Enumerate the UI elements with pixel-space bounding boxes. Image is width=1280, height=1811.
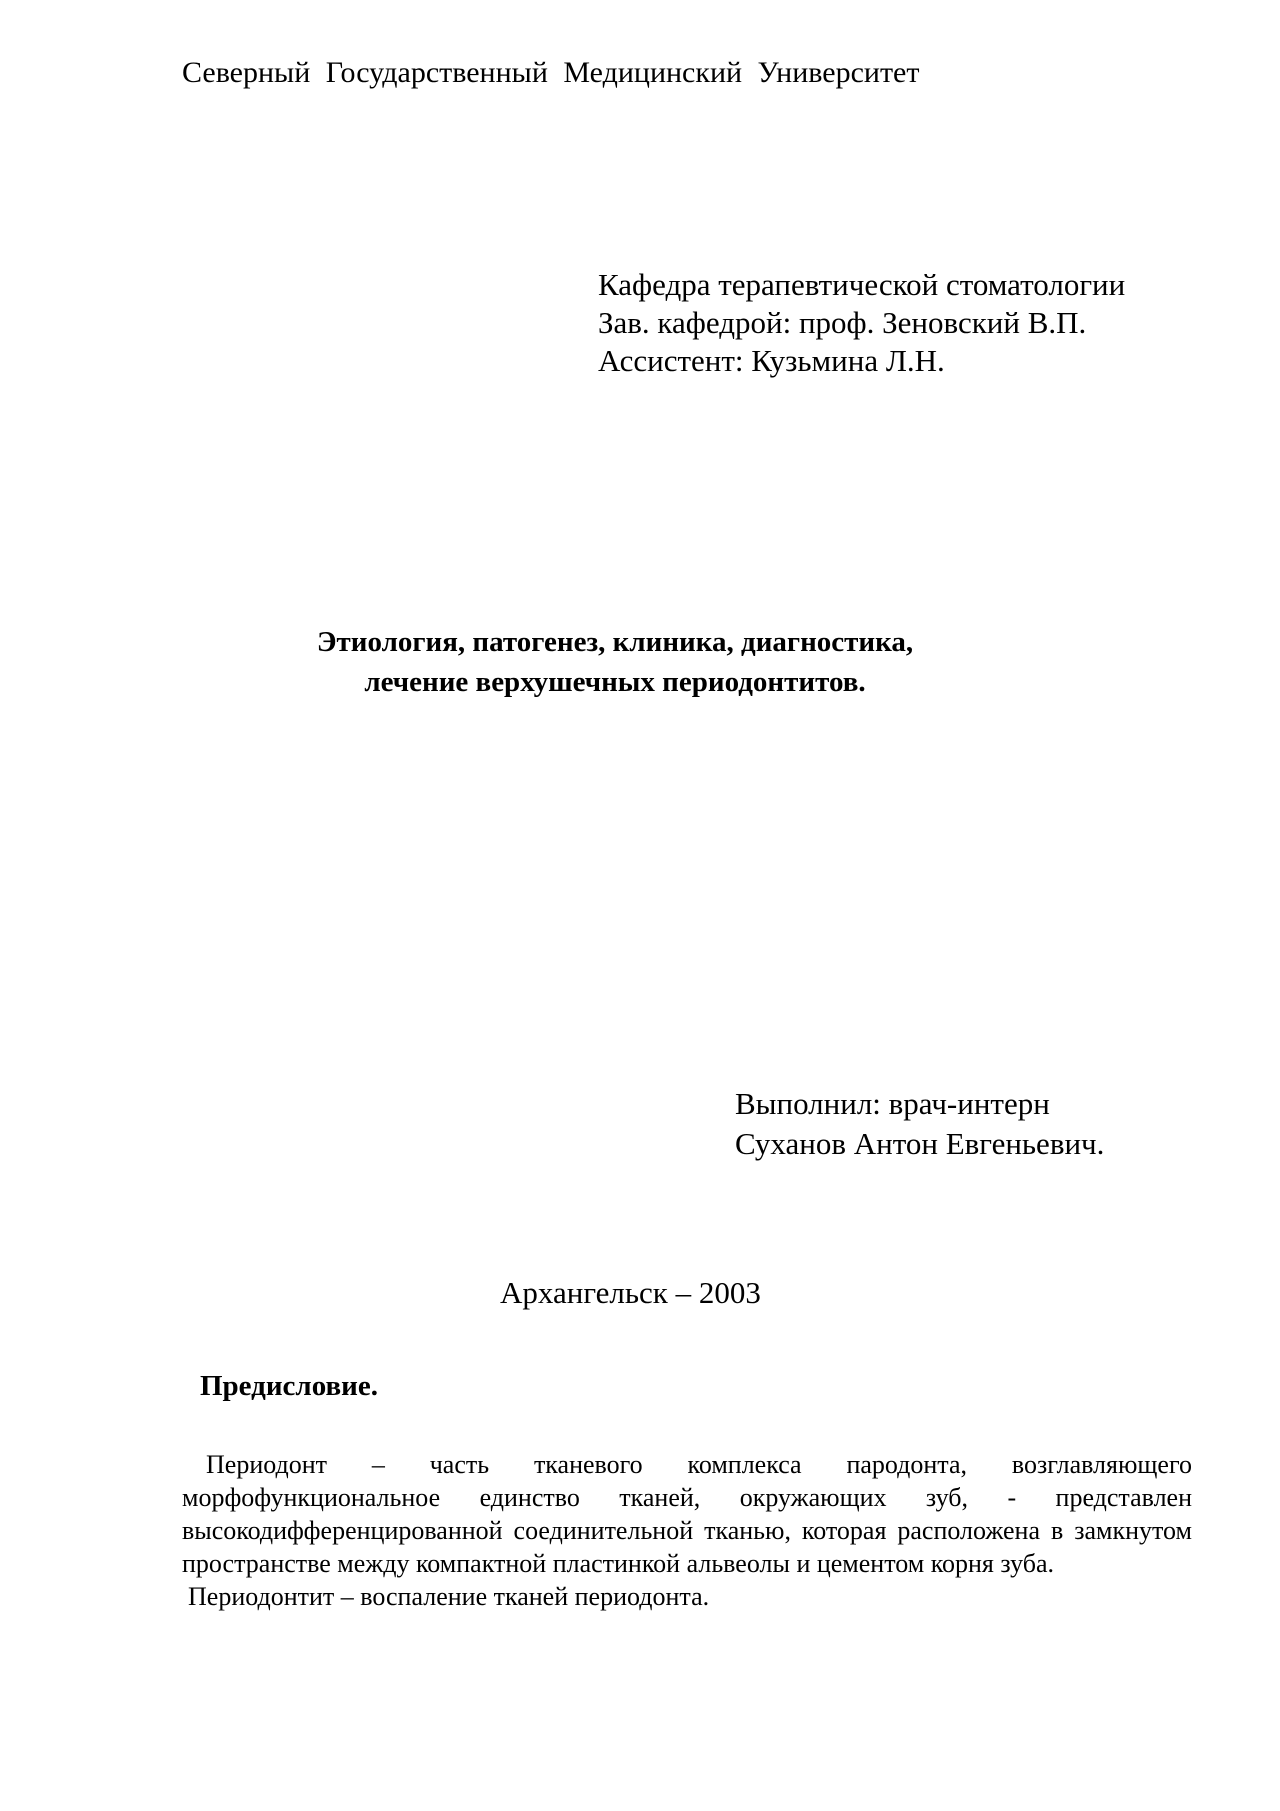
city-year: Архангельск – 2003: [500, 1275, 761, 1310]
university-name: Северный Государственный Медицинский Университет: [182, 56, 920, 89]
author-role: Выполнил: врач-интерн: [735, 1086, 1050, 1121]
department-name: Кафедра терапевтической стоматологии: [598, 267, 1126, 302]
department-head: Зав. кафедрой: проф. Зеновский В.П.: [598, 305, 1087, 340]
preface-paragraph-2: Периодонтит – воспаление тканей периодонта.: [188, 1582, 710, 1611]
preface-heading: Предисловие.: [200, 1370, 378, 1402]
preface-body: [182, 1448, 1192, 1613]
author-block: [735, 1084, 1104, 1164]
title-line-2: лечение верхушечных периодонтитов.: [364, 666, 866, 698]
department-block: [598, 266, 1125, 380]
author-name: Суханов Антон Евгеньевич.: [735, 1126, 1105, 1161]
title-line-1: Этиология, патогенез, клиника, диагностика,: [316, 626, 914, 658]
department-assistant: Ассистент: Кузьмина Л.Н.: [598, 343, 945, 378]
preface-paragraph-1: Периодонт – часть тканевого комплекса пародонта, возглавляющего морфофункциональное единство тканей, окружающих зуб, - представлен высокодифференцированной соединительной тканью, которая расположена в замкнутом пространстве между компактной пластинкой альвеолы и цементом корня зуба.: [182, 1450, 1192, 1578]
document-title: [160, 622, 1070, 702]
